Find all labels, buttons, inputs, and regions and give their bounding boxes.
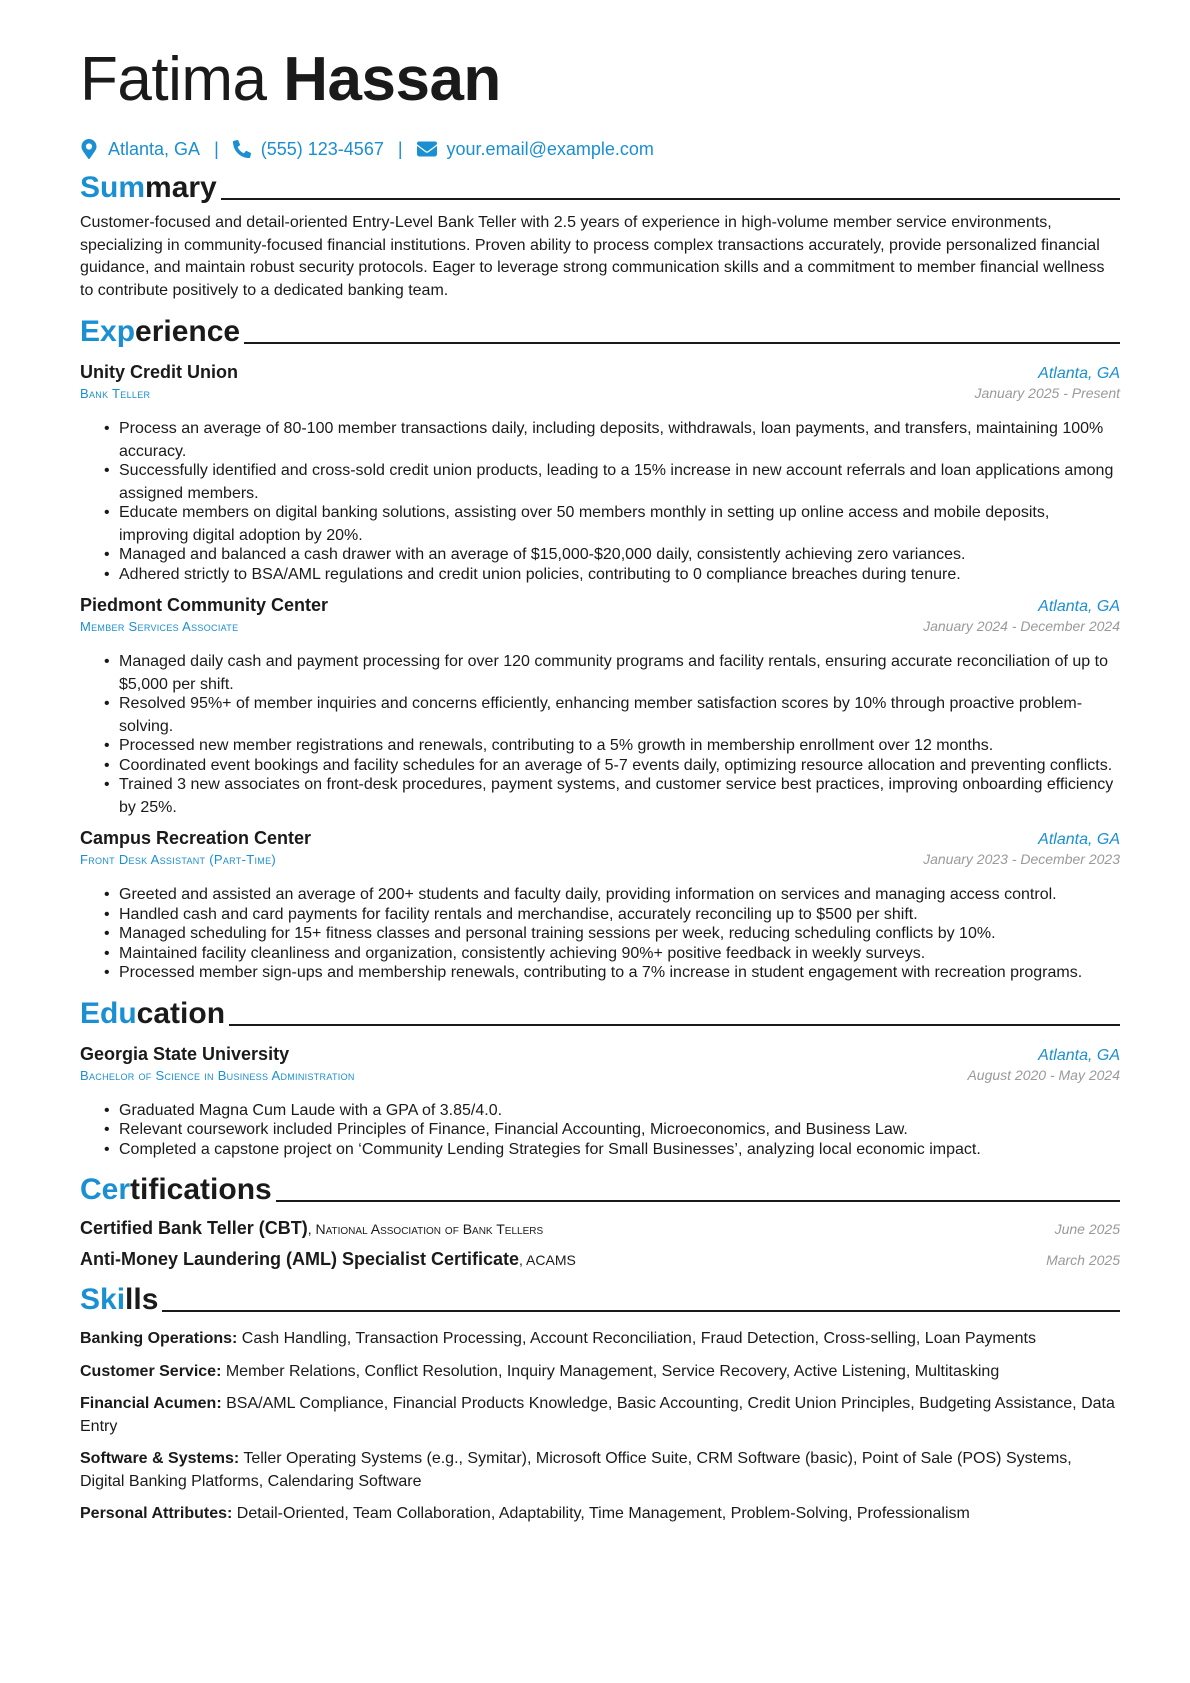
section-title: Certifications (80, 1173, 272, 1206)
bullet-item: • Coordinated event bookings and facility schedules for an average of 5-7 events daily, optimizing resource allocation and preventing conflicts. (106, 755, 1120, 778)
entry-header-row (80, 826, 1120, 850)
contact-line (80, 136, 1120, 162)
skill-label: Personal Attributes: (80, 1505, 233, 1522)
certification-issuer: , ACAMS (519, 1252, 576, 1268)
education-list (80, 1042, 1120, 1162)
experience-entry (80, 826, 1120, 985)
summary-text: Customer-focused and detail-oriented Entry-Level Bank Teller with 2.5 years of experience in high-volume member service environments, specializing in community-focused financial institutions. Proven ability to process complex transactions accurately, provide personalized financial guidance, and maintain robust security protocols. Eager to leverage strong communication skills and a commitment to member financial wellness to contribute positively to a dedicated banking team. (80, 214, 1105, 299)
certification-item (80, 1249, 1120, 1270)
bullet-list (106, 651, 1120, 819)
contact-email[interactable] (417, 139, 654, 160)
entry-dates: January 2023 - December 2023 (923, 851, 1120, 867)
bullet-item: • Trained 3 new associates on front-desk procedures, payment systems, and customer service best practices, improving onboarding efficiency by 25%. (106, 774, 1120, 819)
experience-heading (80, 314, 1120, 350)
bullet-item: • Greeted and assisted an average of 200+ students and faculty daily, providing information on services and managing access control. (106, 884, 1120, 907)
contact-location (80, 139, 200, 160)
organization-name: Georgia State University (80, 1043, 290, 1064)
bullet-list (106, 1100, 1120, 1162)
skill-values: BSA/AML Compliance, Financial Products Knowledge, Basic Accounting, Credit Union Principles, Budgeting Assistance, Data Entry (80, 1395, 1115, 1435)
bullet-item: • Managed scheduling for 15+ fitness classes and personal training sessions per week, reducing scheduling conflicts by 10%. (106, 923, 1120, 946)
certification-name: Certified Bank Teller (CBT) (80, 1218, 308, 1238)
organization-name: Unity Credit Union (80, 362, 238, 382)
skill-category (80, 1393, 1120, 1438)
education-entry (80, 1042, 1120, 1162)
role-title: Bachelor of Science in Business Administration (80, 1067, 355, 1083)
skill-label: Financial Acumen: (80, 1395, 222, 1412)
certifications-list (80, 1218, 1120, 1270)
candidate-name (80, 44, 1120, 116)
bullet-item: • Maintained facility cleanliness and organization, consistently achieving 90%+ positive feedback in weekly surveys. (106, 943, 1120, 966)
entry-dates: August 2020 - May 2024 (967, 1066, 1120, 1083)
bullet-item: • Adhered strictly to BSA/AML regulations and credit union policies, contributing to 0 compliance breaches during tenure. (106, 564, 1120, 587)
first-name: Fatima (80, 45, 267, 114)
bullet-item: • Process an average of 80-100 member transactions daily, including deposits, withdrawals, loan payments, and transfers, maintaining 100% accuracy. (106, 418, 1120, 463)
phone-icon (233, 139, 251, 159)
bullet-item: • Processed member sign-ups and membership renewals, contributing to a 7% increase in student engagement with recreation programs. (106, 962, 1120, 985)
skill-category (80, 1328, 1120, 1351)
certification-date: March 2025 (1046, 1252, 1120, 1268)
experience-entry (80, 593, 1120, 819)
entry-subheader-row (80, 850, 1120, 870)
contact-separator: | (397, 138, 403, 159)
bullet-item: • Educate members on digital banking solutions, assisting over 50 members monthly in setting up online access and mobile deposits, improving digital adoption by 20%. (106, 502, 1120, 547)
entry-location: Atlanta, GA (1038, 365, 1120, 382)
summary-heading (80, 170, 1120, 206)
skills-list (80, 1328, 1120, 1526)
organization-name: Piedmont Community Center (80, 595, 329, 615)
contact-separator: | (214, 138, 219, 159)
envelope-icon (417, 139, 437, 159)
entry-subheader-row (80, 617, 1120, 637)
entry-header-row (80, 593, 1120, 617)
entry-subheader-row (80, 384, 1120, 404)
experience-list (80, 360, 1120, 985)
entry-header-row (80, 360, 1120, 384)
certification-issuer: , National Association of Bank Tellers (307, 1221, 544, 1237)
section-rule (244, 342, 1120, 344)
skill-values: Detail-Oriented, Team Collaboration, Adaptability, Time Management, Problem-Solving, Professionalism (232, 1505, 970, 1522)
bullet-item: • Managed daily cash and payment processing for over 120 community programs and facility rentals, ensuring accurate reconciliation of up to $5,000 per shift. (106, 651, 1120, 696)
section-title: Education (80, 996, 226, 1030)
certifications-heading (80, 1172, 1120, 1208)
bullet-item: • Resolved 95%+ of member inquiries and concerns efficiently, enhancing member satisfaction scores by 10% through proactive problem-solving. (106, 693, 1120, 738)
bullet-list (106, 884, 1120, 985)
skills-heading (80, 1282, 1120, 1318)
skill-label: Banking Operations: (80, 1330, 238, 1347)
skill-values: Teller Operating Systems (e.g., Symitar), Microsoft Office Suite, CRM Software (basic), Point of Sale (POS) Systems, Digital Banking Platforms, Calendaring Software (80, 1450, 1072, 1490)
last-name: Hassan (283, 45, 501, 114)
bullet-item: • Completed a capstone project on ‘Community Lending Strategies for Small Businesses’, analyzing local economic impact. (106, 1139, 1120, 1162)
section-rule (221, 198, 1120, 200)
entry-dates: January 2025 - Present (974, 385, 1120, 401)
certification-item (80, 1218, 1120, 1239)
skill-label: Customer Service: (80, 1362, 222, 1380)
bullet-item: • Graduated Magna Cum Laude with a GPA of 3.85/4.0. (106, 1100, 1120, 1123)
skill-category (80, 1448, 1120, 1493)
map-pin-icon (80, 139, 98, 159)
certification-date: June 2025 (1054, 1221, 1120, 1237)
entry-location: Atlanta, GA (1038, 1046, 1120, 1064)
phone-text[interactable]: (555) 123-4567 (260, 138, 384, 159)
bullet-item: • Processed new member registrations and renewals, contributing to a 5% growth in membership enrollment over 12 months. (106, 735, 1120, 758)
section-title: Experience (80, 315, 241, 348)
bullet-list (106, 418, 1120, 586)
email-link[interactable]: your.email@example.com (446, 138, 654, 159)
entry-header-row (80, 1042, 1120, 1066)
contact-phone[interactable] (233, 139, 384, 160)
organization-name: Campus Recreation Center (80, 828, 312, 848)
role-title: Member Services Associate (80, 619, 239, 634)
location-text: Atlanta, GA (108, 138, 201, 159)
section-rule (229, 1024, 1120, 1026)
skill-label: Software & Systems: (80, 1450, 240, 1467)
entry-dates: January 2024 - December 2024 (923, 618, 1120, 634)
bullet-item: • Relevant coursework included Principles of Finance, Financial Accounting, Microeconomics, and Business Law. (106, 1119, 1120, 1142)
role-title: Front Desk Assistant (Part-Time) (80, 852, 276, 867)
skill-category (80, 1361, 1120, 1384)
section-title: Skills (80, 1283, 159, 1316)
section-rule (162, 1310, 1120, 1312)
certification-text (80, 1218, 543, 1239)
skill-values: Cash Handling, Transaction Processing, Account Reconciliation, Fraud Detection, Cross-selling, Loan Payments (237, 1330, 1036, 1347)
bullet-item: • Managed and balanced a cash drawer with an average of $15,000-$20,000 daily, consistently achieving zero variances. (106, 544, 1120, 567)
section-title: Summary (80, 171, 217, 204)
education-heading (80, 996, 1120, 1032)
bullet-item: • Handled cash and card payments for facility rentals and merchandise, accurately reconciling up to $500 per shift. (106, 904, 1120, 927)
section-rule (276, 1200, 1120, 1202)
certification-name: Anti-Money Laundering (AML) Specialist Certificate (80, 1249, 520, 1269)
role-title: Bank Teller (80, 386, 151, 401)
bullet-item: • Successfully identified and cross-sold credit union products, leading to a 15% increase in new account referrals and loan applications among assigned members. (106, 460, 1120, 505)
skill-category (80, 1503, 1120, 1526)
entry-location: Atlanta, GA (1038, 598, 1120, 615)
skill-values: Member Relations, Conflict Resolution, Inquiry Management, Service Recovery, Active Listening, Multitasking (221, 1362, 1000, 1380)
certification-text (80, 1249, 576, 1270)
entry-subheader-row (80, 1066, 1120, 1086)
entry-location: Atlanta, GA (1038, 831, 1120, 848)
experience-entry (80, 360, 1120, 586)
